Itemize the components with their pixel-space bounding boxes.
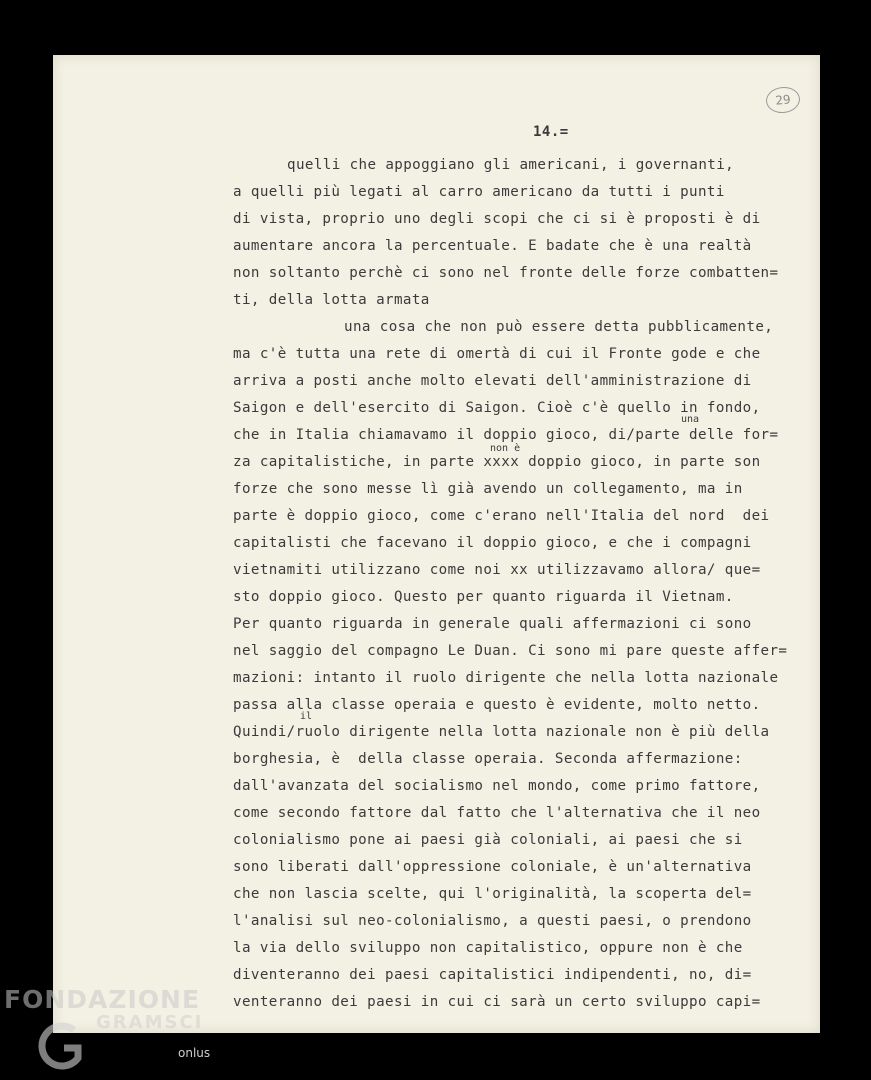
text-line: passa alla classe operaia e questo è evidente, molto netto. xyxy=(233,697,761,713)
text-line: ti, della lotta armata xyxy=(233,292,430,308)
text-line: come secondo fattore dal fatto che l'alternativa che il neo xyxy=(233,805,761,821)
text-line: quelli che appoggiano gli americani, i governanti, xyxy=(287,157,735,173)
watermark-subtitle: GRAMSCI xyxy=(96,1012,204,1033)
text-line: za capitalistiche, in parte xxxx doppio gioco, in parte son xyxy=(233,454,761,470)
handwritten-insertion: non è xyxy=(490,443,521,454)
handwritten-insertion: il xyxy=(300,711,313,722)
watermark-title: FONDAZIONE xyxy=(4,985,201,1014)
text-line: parte è doppio gioco, come c'erano nell'Italia del nord dei xyxy=(233,508,770,524)
page-number: 14.= xyxy=(533,124,569,140)
text-line: dall'avanzata del socialismo nel mondo, come primo fattore, xyxy=(233,778,761,794)
text-line: aumentare ancora la percentuale. E badate che è una realtà xyxy=(233,238,752,254)
text-line: diventeranno dei paesi capitalistici indipendenti, no, di= xyxy=(233,967,752,983)
text-line: forze che sono messe lì già avendo un collegamento, ma in xyxy=(233,481,743,497)
text-line: che in Italia chiamavamo il doppio gioco, di/parte delle for= xyxy=(233,427,779,443)
text-line: una cosa che non può essere detta pubblicamente, xyxy=(344,319,774,335)
text-line: Per quanto riguarda in generale quali affermazioni ci sono xyxy=(233,616,752,632)
text-line: nel saggio del compagno Le Duan. Ci sono mi pare queste affer= xyxy=(233,643,788,659)
text-line: venteranno dei paesi in cui ci sarà un certo sviluppo capi= xyxy=(233,994,761,1010)
text-line: la via dello sviluppo non capitalistico, oppure non è che xyxy=(233,940,743,956)
text-line: vietnamiti utilizzano come noi xx utilizzavamo allora/ que= xyxy=(233,562,761,578)
text-line: sono liberati dall'oppressione coloniale, è un'alternativa xyxy=(233,859,752,875)
foundation-logo-icon xyxy=(34,1022,94,1072)
text-line: borghesia, è della classe operaia. Seconda affermazione: xyxy=(233,751,743,767)
text-line: Saigon e dell'esercito di Saigon. Cioè c'è quello in fondo, xyxy=(233,400,761,416)
text-line: l'analisi sul neo-colonialismo, a questi paesi, o prendono xyxy=(233,913,752,929)
text-line: di vista, proprio uno degli scopi che ci si è proposti è di xyxy=(233,211,761,227)
text-line: non soltanto perchè ci sono nel fronte delle forze combatten= xyxy=(233,265,779,281)
archive-number-stamp: 29 xyxy=(765,85,802,114)
watermark-onlus: onlus xyxy=(178,1046,211,1060)
text-line: ma c'è tutta una rete di omertà di cui il Fronte gode e che xyxy=(233,346,761,362)
text-line: colonialismo pone ai paesi già coloniali, ai paesi che si xyxy=(233,832,743,848)
handwritten-insertion: una xyxy=(681,414,700,425)
text-line: a quelli più legati al carro americano da tutti i punti xyxy=(233,184,725,200)
text-line: che non lascia scelte, qui l'originalità, la scoperta del= xyxy=(233,886,752,902)
text-line: mazioni: intanto il ruolo dirigente che nella lotta nazionale xyxy=(233,670,779,686)
text-line: sto doppio gioco. Questo per quanto riguarda il Vietnam. xyxy=(233,589,734,605)
text-line: Quindi/ruolo dirigente nella lotta nazionale non è più della xyxy=(233,724,770,740)
text-line: capitalisti che facevano il doppio gioco, e che i compagni xyxy=(233,535,752,551)
text-line: arriva a posti anche molto elevati dell'amministrazione di xyxy=(233,373,752,389)
